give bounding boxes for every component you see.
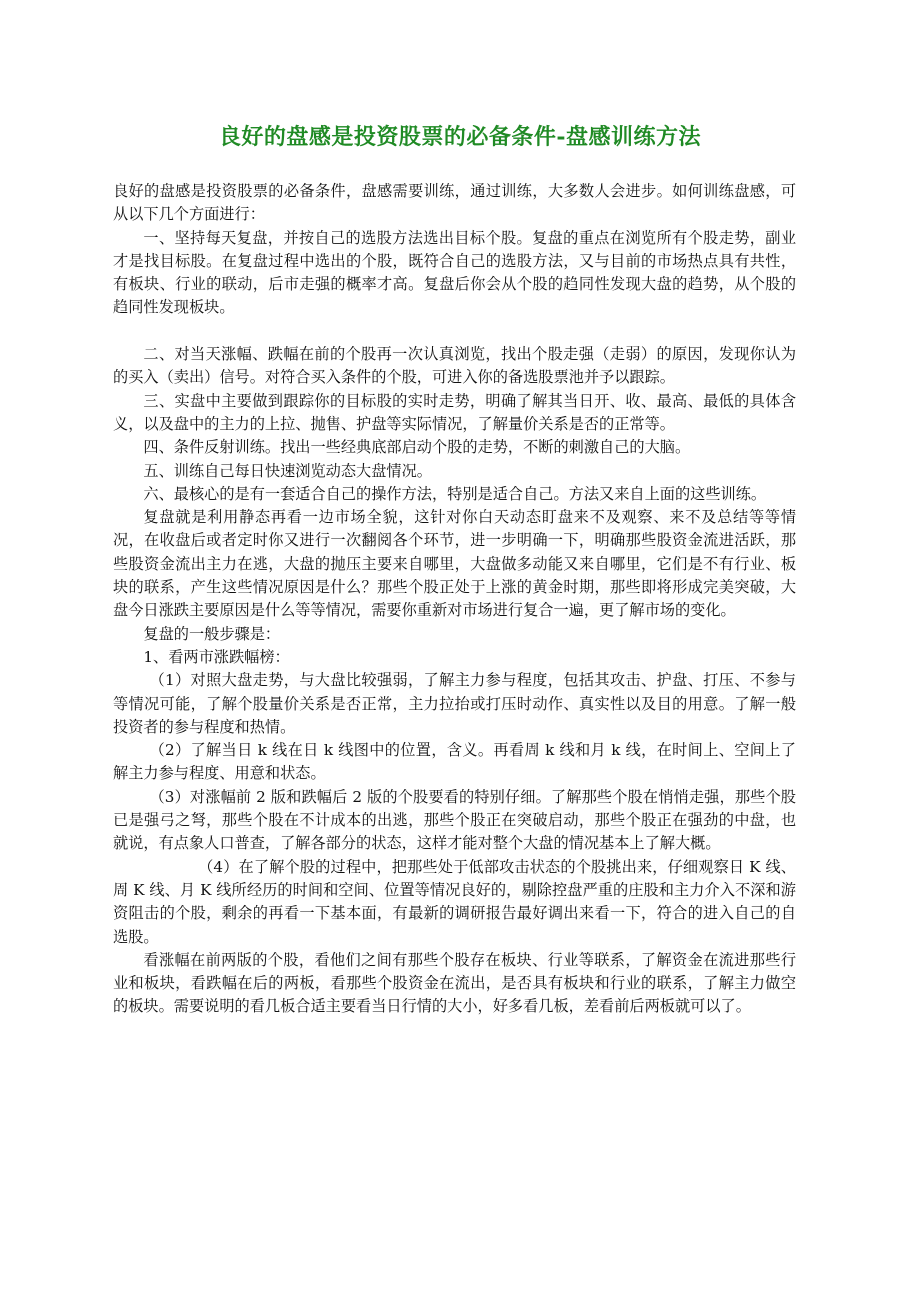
paragraph-step-4: 四、条件反射训练。找出一些经典底部启动个股的走势，不断的刺激自己的大脑。 (143, 438, 691, 457)
intro-paragraph: 良好的盘感是投资股票的必备条件，盘感需要训练，通过训练，大多数人会进步。如何训练盘感，可从以下几个方面进行： (113, 182, 796, 224)
paragraph-sub-1: （1）对照大盘走势，与大盘比较强弱，了解主力参与程度，包括其攻击、护盘、打压、不参与等情况可能，了解个股量价关系是否正常，主力拉抬或打压时动作、真实性以及目的用意。了解一般投资者的参与程度和热情。 (113, 671, 796, 736)
paragraph-review-steps-heading: 复盘的一般步骤是： (143, 624, 281, 643)
paragraph-sub-2: （2）了解当日 k 线在日 k 线图中的位置，含义。再看周 k 线和月 k 线，在时间上、空间上了解主力参与程度、用意和状态。 (113, 741, 796, 783)
document-body (113, 180, 796, 1019)
paragraph-sub-3: （3）对涨幅前 2 版和跌幅后 2 版的个股要看的特别仔细。了解那些个股在悄悄走强，那些个股已是强弓之弩，那些个股在不计成本的出逃，那些个股正在突破启动，那些个股正在强劲的中盘，也就说，有点象人口普查，了解各部分的状态，这样才能对整个大盘的情况基本上了解大概。 (113, 787, 796, 853)
document-title: 良好的盘感是投资股票的必备条件-盘感训练方法 (218, 124, 702, 150)
paragraph-review-explanation: 复盘就是利用静态再看一边市场全貌，这针对你白天动态盯盘来不及观察、来不及总结等等情况，在收盘后或者定时你又进行一次翻阅各个环节，进一步明确一下，明确那些股资金流进活跃，那些股资金流出主力在逃，大盘的抛压主要来自哪里，大盘做多动能又来自哪里，它们是不有行业、板块的联系，产生这些情况原因是什么？那些个股正处于上涨的黄金时期，那些即将形成完美突破，大盘今日涨跌主要原因是什么等等情况，需要你重新对市场进行复合一遍，更了解市场的变化。 (113, 508, 796, 620)
paragraph-step-2: 二、对当天涨幅、跌幅在前的个股再一次认真浏览，找出个股走强（走弱）的原因，发现你认为的买入（卖出）信号。对符合买入条件的个股，可进入你的备选股票池并予以跟踪。 (113, 345, 796, 387)
paragraph-step-3: 三、实盘中主要做到跟踪你的目标股的实时走势，明确了解其当日开、收、最高、最低的具体含义，以及盘中的主力的上拉、抛售、护盘等实际情况，了解量价关系是否的正常等。 (113, 391, 796, 433)
blank-line (113, 320, 796, 343)
paragraph-step-6: 六、最核心的是有一套适合自己的操作方法，特别是适合自己。方法又来自上面的这些训练。 (143, 484, 767, 503)
paragraph-step-5: 五、训练自己每日快速浏览动态大盘情况。 (143, 461, 432, 480)
paragraph-sub-4: （4）在了解个股的过程中，把那些处于低部攻击状态的个股挑出来，仔细观察日 K 线、周 K 线、月 K 线所经历的时间和空间、位置等情况良好的，剔除控盘严重的庄股和主力介入不深和游资阻击的个股，剩余的再看一下基本面，有最新的调研报告最好调出来看一下，符合的进入自己的自选股。 (113, 857, 796, 946)
paragraph-closing: 看涨幅在前两版的个股，看他们之间有那些个股存在板块、行业等联系，了解资金在流进那些行业和板块，看跌幅在后的两板，看那些个股资金在流出，是否具有板块和行业的联系，了解主力做空的板块。需要说明的看几板合适主要看当日行情的大小，好多看几板，差看前后两板就可以了。 (113, 950, 796, 1016)
paragraph-ranking-heading: 1、看两市涨跌幅榜： (143, 647, 290, 666)
paragraph-step-1: 一、坚持每天复盘，并按自己的选股方法选出目标个股。复盘的重点在浏览所有个股走势，副业才是找目标股。在复盘过程中选出的个股，既符合自己的选股方法，又与目前的市场热点具有共性，有板块、行业的联动，后市走强的概率才高。复盘后你会从个股的趋同性发现大盘的趋势，从个股的趋同性发现板块。 (113, 228, 796, 317)
